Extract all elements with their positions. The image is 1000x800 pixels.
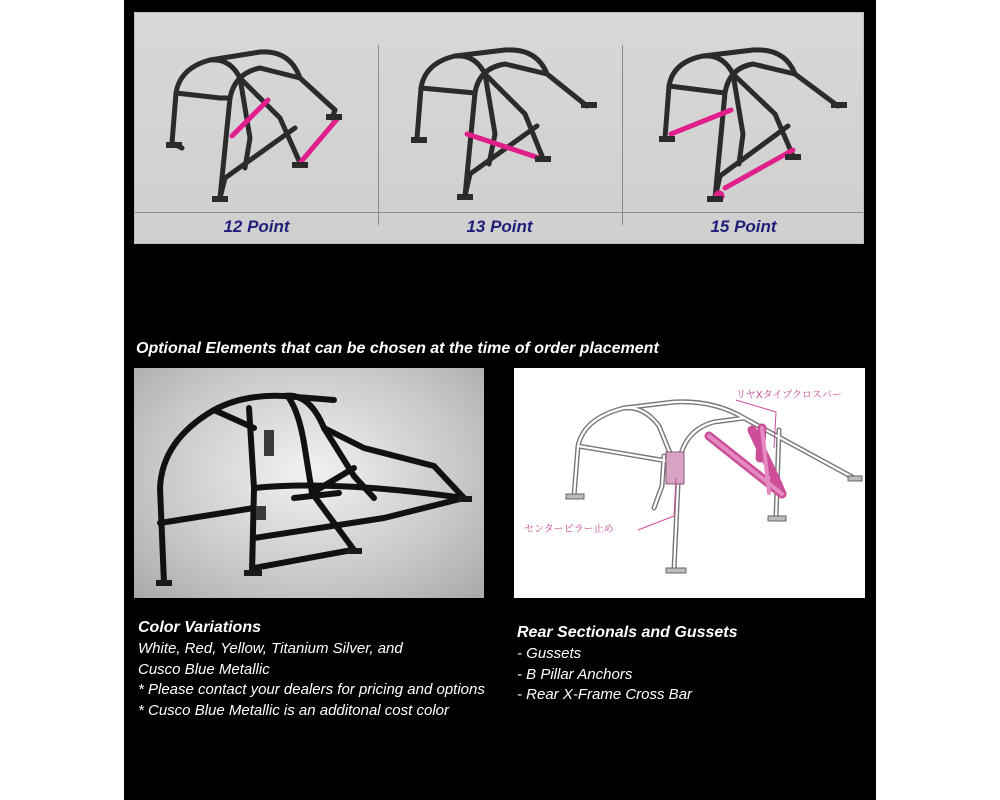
color-variations-note: * Please contact your dealers for pricing and options bbox=[138, 681, 485, 698]
rear-x-frame-diagram bbox=[514, 368, 865, 598]
cage-12-point-image bbox=[150, 38, 370, 208]
annotation-center-pillar: センターピラー止め bbox=[524, 524, 614, 535]
rear-sectionals-item: - Rear X-Frame Cross Bar bbox=[517, 686, 693, 703]
rear-sectionals-item: - B Pillar Anchors bbox=[517, 665, 633, 683]
cage-label-13-point: 13 Point bbox=[466, 217, 533, 236]
cage-15-point-image bbox=[643, 38, 863, 208]
black-cage-photo bbox=[134, 368, 484, 598]
color-variations-note: * Cusco Blue Metallic is an additonal cost color bbox=[138, 701, 449, 719]
panel-divider bbox=[135, 212, 863, 213]
color-variations-line: White, Red, Yellow, Titanium Silver, and bbox=[138, 640, 403, 657]
cage-comparison-panel bbox=[134, 12, 864, 244]
annotation-rear-x-crossbar: リヤXタイプクロスバー bbox=[736, 390, 842, 401]
color-variations-line: Cusco Blue Metallic bbox=[138, 660, 270, 678]
color-variations-title: Color Variations bbox=[138, 619, 261, 636]
product-page bbox=[124, 0, 876, 800]
panel-divider bbox=[622, 45, 623, 225]
optional-elements-heading: Optional Elements that can be chosen at the time of order placement bbox=[136, 340, 659, 357]
cage-label-15-point: 15 Point bbox=[710, 217, 777, 236]
rear-sectionals-item: - Gussets bbox=[517, 645, 582, 662]
rear-sectionals-title: Rear Sectionals and Gussets bbox=[517, 624, 738, 641]
panel-divider bbox=[378, 45, 379, 225]
rear-sectionals-block bbox=[517, 622, 738, 706]
cage-13-point-image bbox=[397, 38, 617, 208]
color-variations-block bbox=[138, 617, 485, 721]
cage-label-12-point: 12 Point bbox=[223, 217, 290, 236]
